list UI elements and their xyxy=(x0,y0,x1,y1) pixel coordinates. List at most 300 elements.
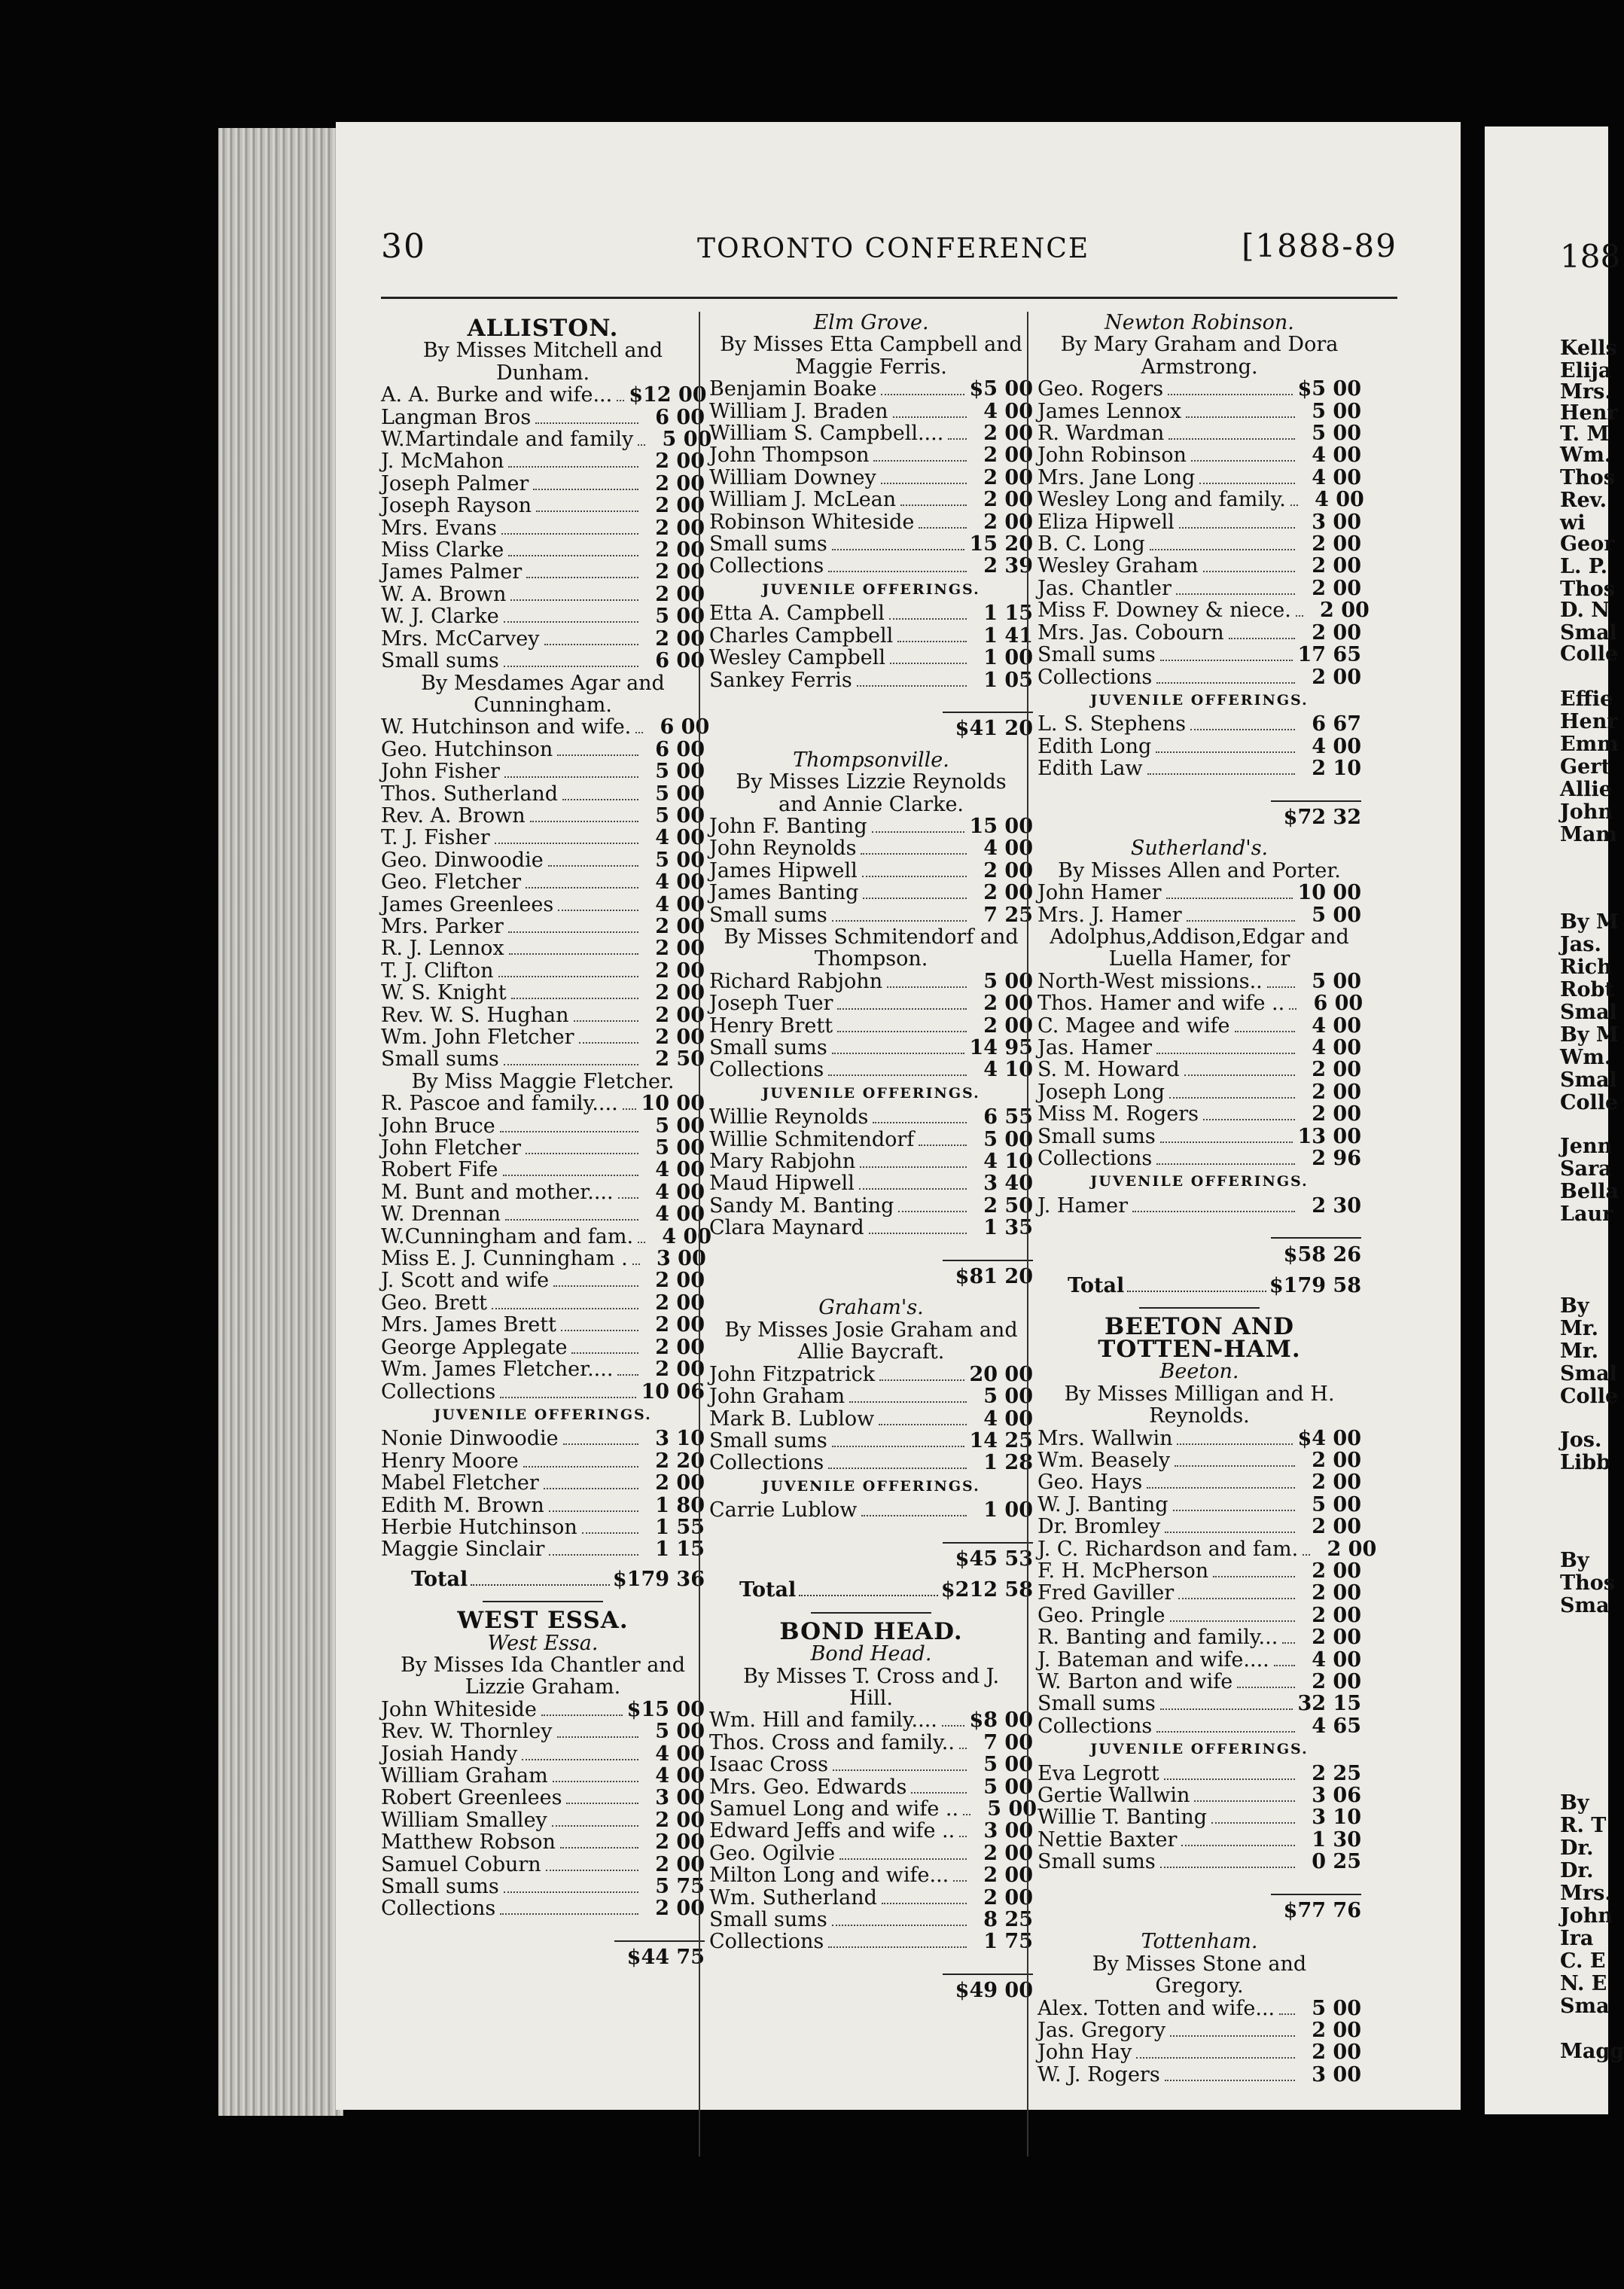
leader-dots xyxy=(1203,1114,1295,1120)
ledger-entry xyxy=(381,1699,705,1721)
entry-name: Isaac Cross xyxy=(709,1753,828,1777)
entry-amount: 3 00 xyxy=(1312,510,1361,534)
column-3 xyxy=(1037,311,1377,2086)
adjacent-text-fragment: Colle xyxy=(1560,642,1619,666)
total-row xyxy=(739,1579,1033,1601)
ledger-entry xyxy=(381,1004,705,1026)
entry-name: William Graham xyxy=(381,1764,548,1788)
ledger-entry xyxy=(381,1115,705,1137)
leader-dots xyxy=(1237,1682,1295,1688)
adjacent-text-fragment: C. E xyxy=(1560,1949,1606,1973)
entry-amount: 3 40 xyxy=(983,1172,1033,1196)
leader-dots xyxy=(1289,1004,1296,1010)
entry-name: Wm. John Fletcher xyxy=(381,1026,574,1049)
entry-name: Robert Greenlees xyxy=(381,1786,562,1810)
entry-name: Geo. Fletcher xyxy=(381,870,522,895)
subtotal xyxy=(709,696,1033,740)
leader-dots xyxy=(1179,523,1295,529)
entry-amount: 2 00 xyxy=(655,959,705,983)
leader-dots xyxy=(882,1898,967,1904)
entry-name: Robinson Whiteside xyxy=(709,510,915,534)
ledger-entry xyxy=(381,960,705,982)
entry-name: Jas. Chantler xyxy=(1037,576,1172,600)
entry-name: John Hay xyxy=(1037,2041,1132,2065)
entry-amount: 1 00 xyxy=(983,1498,1033,1522)
entry-name: Edith Law xyxy=(1037,757,1143,781)
entry-amount: 32 15 xyxy=(1297,1692,1361,1716)
leader-dots xyxy=(873,1117,967,1123)
entry-name: John Fletcher xyxy=(381,1136,522,1160)
leader-dots xyxy=(832,544,965,550)
ledger-entry xyxy=(1037,599,1370,623)
collectors-line: By Misses Etta Campbell and Maggie Ferris. xyxy=(720,333,1022,379)
entry-name: John F. Banting xyxy=(709,814,867,838)
ledger-entry xyxy=(381,628,705,650)
leader-dots xyxy=(860,1162,967,1168)
leader-dots xyxy=(1168,389,1293,395)
column-1 xyxy=(381,312,712,1978)
leader-dots xyxy=(799,1590,938,1596)
entry-amount: 4 00 xyxy=(1312,1647,1361,1672)
adjacent-text-fragment: Mrs. xyxy=(1560,380,1612,404)
entry-amount: 2 00 xyxy=(983,881,1033,905)
entry-name: Collections xyxy=(381,1897,496,1921)
entry-amount: 2 00 xyxy=(1312,2019,1361,2043)
entry-name: John Fisher xyxy=(381,760,500,784)
ledger-entry xyxy=(709,401,1033,422)
entry-amount: 5 00 xyxy=(655,848,705,872)
adjacent-text-fragment: N. E xyxy=(1560,1972,1607,1995)
column-divider xyxy=(699,312,700,2156)
ledger-entry xyxy=(381,1248,705,1269)
subtotal-rule xyxy=(943,712,1033,713)
entry-name: William J. McLean xyxy=(709,488,897,512)
entry-amount: 17 65 xyxy=(1297,643,1361,667)
ledger-entry xyxy=(1037,511,1361,533)
collectors-line: By Mesdames Agar and Cunningham. xyxy=(421,671,665,717)
entry-name: Rev. A. Brown xyxy=(381,803,526,828)
place-name: Newton Robinson. xyxy=(1105,311,1294,334)
entry-amount: 1 75 xyxy=(983,1930,1033,1954)
ledger-entry xyxy=(381,1897,705,1919)
leader-dots xyxy=(887,982,967,988)
leader-dots xyxy=(552,1821,638,1827)
leader-dots xyxy=(828,566,967,572)
ledger-entry xyxy=(709,1172,1033,1194)
entry-name: W. J. Clarke xyxy=(381,605,499,629)
ledger-entry xyxy=(1037,488,1364,512)
entry-amount: 15 20 xyxy=(969,532,1033,556)
subtotal-rule xyxy=(1271,800,1361,802)
entry-name: S. M. Howard xyxy=(1037,1058,1180,1082)
ledger-entry xyxy=(1037,555,1361,577)
juvenile-heading: JUVENILE OFFERINGS. xyxy=(762,581,980,598)
entry-name: William S. Campbell.... xyxy=(709,422,944,446)
ledger-entry xyxy=(1037,1998,1361,2019)
adjacent-text-fragment: By M xyxy=(1560,910,1619,934)
leader-dots xyxy=(504,661,638,667)
ledger-entry xyxy=(381,871,705,893)
ledger-entry xyxy=(381,1721,705,1742)
entry-name: Collections xyxy=(1037,1147,1153,1171)
adjacent-text-fragment: John xyxy=(1560,1904,1613,1928)
entry-amount: 2 00 xyxy=(1320,599,1370,623)
ledger-entry xyxy=(709,625,1033,647)
entry-amount: 2 00 xyxy=(983,1013,1033,1038)
entry-amount: 1 15 xyxy=(983,602,1033,626)
subtotal-rule xyxy=(1271,1237,1361,1239)
entry-name: James Hipwell xyxy=(709,858,858,882)
entry-name: Miss M. Rogers xyxy=(1037,1102,1199,1126)
leader-dots xyxy=(562,794,638,800)
place-name: Elm Grove. xyxy=(813,311,929,334)
leader-dots xyxy=(504,1059,638,1065)
ledger-entry xyxy=(381,1876,705,1897)
leader-dots xyxy=(832,1441,965,1447)
leader-dots xyxy=(1235,1026,1296,1032)
entry-amount: 4 00 xyxy=(1312,465,1361,489)
ledger-entry xyxy=(1037,1785,1361,1806)
leader-dots xyxy=(832,1048,965,1054)
ledger-entry xyxy=(1037,401,1361,422)
ledger-entry xyxy=(709,1364,1033,1385)
adjacent-text-fragment: Libb xyxy=(1560,1451,1610,1474)
adjacent-text-fragment: wi xyxy=(1560,511,1586,535)
collectors-line: By Misses Josie Graham and Allie Baycraft. xyxy=(724,1318,1018,1364)
ledger-entry xyxy=(1037,1829,1361,1851)
ledger-entry xyxy=(709,1195,1033,1217)
subtotal-rule xyxy=(943,1542,1033,1544)
entry-amount: 2 00 xyxy=(1312,576,1361,600)
entry-amount: 2 00 xyxy=(655,494,705,518)
leader-dots xyxy=(879,1375,964,1381)
entry-amount: 2 00 xyxy=(655,1830,705,1855)
juvenile-heading: JUVENILE OFFERINGS. xyxy=(762,1084,980,1102)
subtotal xyxy=(709,1526,1033,1571)
total-label: Total xyxy=(1068,1274,1125,1298)
entry-name: Small sums xyxy=(709,1036,827,1059)
entry-name: Dr. Bromley xyxy=(1037,1515,1161,1539)
leader-dots xyxy=(1127,1286,1266,1292)
entry-amount: $12 00 xyxy=(629,383,707,407)
total-label: Total xyxy=(411,1567,468,1591)
ledger-entry xyxy=(709,1842,1033,1864)
ledger-entry xyxy=(709,1037,1033,1059)
entry-name: James Banting xyxy=(709,881,859,905)
entry-name: Herbie Hutchinson xyxy=(381,1515,577,1539)
entry-amount: 2 00 xyxy=(1312,1080,1361,1104)
entry-name: Edith M. Brown xyxy=(381,1493,544,1517)
leader-dots xyxy=(873,456,967,462)
entry-name: Mrs. J. Hamer xyxy=(1037,903,1182,927)
leader-dots xyxy=(919,523,967,529)
adjacent-text-fragment: Kells xyxy=(1560,337,1617,360)
ledger-entry xyxy=(381,1048,705,1070)
ledger-entry xyxy=(709,1408,1033,1430)
adjacent-text-fragment: Henr xyxy=(1560,710,1618,733)
ledger-entry xyxy=(709,1385,1033,1407)
entry-amount: 2 00 xyxy=(655,1269,705,1293)
leader-dots xyxy=(638,1237,645,1243)
entry-name: R. J. Lennox xyxy=(381,937,504,961)
ledger-entry xyxy=(1037,757,1361,779)
ledger-entry xyxy=(709,1931,1033,1952)
collectors-line: By Misses Allen and Porter. xyxy=(1058,858,1341,882)
ledger-entry xyxy=(709,1887,1033,1909)
entry-amount: 10 06 xyxy=(641,1379,705,1404)
ledger-entry xyxy=(1037,904,1361,926)
leader-dots xyxy=(536,506,638,512)
entry-name: Small sums xyxy=(381,649,499,673)
ledger-entry xyxy=(381,1337,705,1358)
leader-dots xyxy=(1181,1840,1295,1846)
place-name: Sutherland's. xyxy=(1130,837,1269,861)
subtotal-amount: $81 20 xyxy=(955,1265,1033,1289)
leader-dots xyxy=(1274,1660,1295,1666)
ledger-entry xyxy=(381,1495,705,1516)
leader-dots xyxy=(1184,1070,1295,1076)
subtotal-amount: $45 53 xyxy=(955,1547,1033,1571)
ledger-entry xyxy=(381,1428,705,1449)
ledger-entry xyxy=(1037,1605,1361,1626)
leader-dots xyxy=(1165,1527,1295,1533)
ledger-entry xyxy=(709,1059,1033,1080)
ledger-entry xyxy=(709,1106,1033,1128)
collectors-line: By Misses Ida Chantler and Lizzie Graham. xyxy=(401,1653,685,1699)
leader-dots xyxy=(505,1215,638,1221)
ledger-entry xyxy=(381,1831,705,1853)
adjacent-text-fragment: Laur xyxy=(1560,1202,1613,1226)
ledger-entry xyxy=(381,783,705,805)
leader-dots xyxy=(1160,1862,1295,1868)
leader-dots xyxy=(1194,1796,1295,1802)
leader-dots xyxy=(523,1461,638,1468)
leader-dots xyxy=(953,1876,967,1882)
entry-name: Matthew Robson xyxy=(381,1830,556,1855)
entry-name: F. H. McPherson xyxy=(1037,1559,1209,1583)
leader-dots xyxy=(1290,500,1298,506)
entry-amount: 2 00 xyxy=(655,471,705,495)
leader-dots xyxy=(618,1193,638,1199)
leader-dots xyxy=(495,838,638,844)
subtotal xyxy=(1037,1221,1361,1266)
ledger-entry xyxy=(709,1430,1033,1452)
ledger-entry xyxy=(1037,467,1361,489)
entry-amount: 3 00 xyxy=(656,1247,706,1271)
leader-dots xyxy=(638,440,645,446)
leader-dots xyxy=(963,1809,970,1815)
adjacent-text-fragment: Colle xyxy=(1560,1091,1619,1114)
adjacent-text-fragment: Dr. xyxy=(1560,1859,1594,1882)
entry-amount: 5 00 xyxy=(655,605,705,629)
entry-amount: 2 25 xyxy=(1312,1761,1361,1785)
entry-amount: 3 00 xyxy=(1312,2062,1361,2086)
juvenile-heading: JUVENILE OFFERINGS. xyxy=(1090,1173,1309,1190)
entry-name: John Hamer xyxy=(1037,881,1162,905)
adjacent-text-fragment: Jenn xyxy=(1560,1135,1613,1158)
leader-dots xyxy=(553,1281,638,1287)
entry-name: Thos. Cross and family.. xyxy=(709,1730,955,1754)
entry-amount: 1 28 xyxy=(983,1451,1033,1475)
section-rule xyxy=(1139,1307,1260,1309)
entry-amount: $4 00 xyxy=(1297,1426,1361,1450)
page-edges xyxy=(218,128,343,2116)
ledger-entry xyxy=(1037,533,1361,555)
leader-dots xyxy=(1168,434,1295,440)
subtotal xyxy=(1037,785,1361,829)
leader-dots xyxy=(510,595,638,601)
leader-dots xyxy=(1147,769,1295,775)
subtotal xyxy=(1037,1878,1361,1922)
entry-amount: 2 10 xyxy=(1312,757,1361,781)
ledger-entry xyxy=(1037,1693,1361,1714)
adjacent-text-fragment: Smal xyxy=(1560,1001,1617,1024)
leader-dots xyxy=(500,1126,638,1132)
collectors-line: By Misses Schmitendorf and Thompson. xyxy=(724,925,1019,971)
entry-name: John Bruce xyxy=(381,1114,495,1138)
column-divider xyxy=(1027,312,1028,2156)
place-name: West Essa. xyxy=(487,1631,599,1655)
ledger-entry xyxy=(709,1776,1033,1798)
ledger-entry xyxy=(381,561,705,583)
entry-name: James Palmer xyxy=(381,560,523,584)
entry-amount: 13 00 xyxy=(1297,1124,1361,1148)
entry-amount: 2 00 xyxy=(655,1358,705,1382)
ledger-entry xyxy=(1037,1806,1361,1828)
entry-amount: 14 25 xyxy=(969,1428,1033,1452)
entry-amount: 2 00 xyxy=(983,992,1033,1016)
leader-dots xyxy=(1203,566,1296,572)
leader-dots xyxy=(828,1070,967,1076)
entry-amount: $5 00 xyxy=(969,377,1033,401)
leader-dots xyxy=(544,639,639,645)
entry-name: Joseph Tuer xyxy=(709,992,833,1016)
entry-amount: 4 00 xyxy=(655,1180,705,1204)
collectors-line: Adolphus,Addison,Edgar and Luella Hamer, for xyxy=(1050,925,1349,971)
ledger-entry xyxy=(1037,1449,1361,1471)
entry-amount: 4 10 xyxy=(983,1150,1033,1174)
adjacent-text-fragment: Jos. xyxy=(1560,1428,1602,1452)
entry-name: Rev. W. Thornley xyxy=(381,1720,553,1744)
entry-amount: 2 50 xyxy=(983,1193,1033,1218)
ledger-entry xyxy=(381,1269,705,1291)
leader-dots xyxy=(1186,412,1295,418)
entry-name: Alex. Totten and wife... xyxy=(1037,1996,1275,2020)
adjacent-text-fragment: Rev. xyxy=(1560,489,1607,512)
entry-name: Geo. Rogers xyxy=(1037,377,1164,401)
entry-name: Mrs. James Brett xyxy=(381,1313,556,1337)
entry-amount: 1 35 xyxy=(983,1216,1033,1240)
entry-name: Small sums xyxy=(709,1428,827,1452)
leader-dots xyxy=(1191,456,1295,462)
entry-amount: 2 39 xyxy=(983,554,1033,578)
entry-name: Charles Campbell xyxy=(709,623,894,648)
entry-amount: 10 00 xyxy=(1297,881,1361,905)
entry-amount: 2 00 xyxy=(1312,1515,1361,1539)
adjacent-text-fragment: Mam xyxy=(1560,823,1617,846)
entry-amount: 4 10 xyxy=(983,1058,1033,1082)
ledger-entry xyxy=(1037,622,1361,644)
entry-amount: 3 00 xyxy=(983,1819,1034,1843)
entry-name: Samuel Coburn xyxy=(381,1852,541,1876)
leader-dots xyxy=(558,905,638,911)
ledger-entry xyxy=(381,473,705,495)
entry-amount: 5 00 xyxy=(655,803,705,828)
place-name: Graham's. xyxy=(818,1296,924,1320)
entry-name: Langman Bros xyxy=(381,405,532,429)
entry-name: Collections xyxy=(709,1451,824,1475)
leader-dots xyxy=(617,1370,638,1376)
entry-amount: 2 96 xyxy=(1312,1147,1361,1171)
leader-dots xyxy=(530,816,638,822)
ledger-entry xyxy=(1037,2041,1361,2063)
entry-name: Mrs. Jane Long xyxy=(1037,465,1196,489)
entry-name: Small sums xyxy=(381,1047,499,1071)
leader-dots xyxy=(504,1887,638,1893)
column-2 xyxy=(709,311,1037,2011)
entry-amount: 5 00 xyxy=(1312,1996,1361,2020)
ledger-entry xyxy=(381,1093,705,1114)
leader-dots xyxy=(1296,611,1303,617)
leader-dots xyxy=(828,1942,967,1948)
ledger-entry xyxy=(709,1909,1033,1931)
ledger-entry xyxy=(381,760,705,782)
subtotal-rule xyxy=(943,1260,1033,1261)
entry-amount: 4 00 xyxy=(983,837,1033,861)
leader-dots xyxy=(553,1776,638,1782)
leader-dots xyxy=(1169,1093,1295,1099)
leader-dots xyxy=(533,484,638,490)
ledger-entry xyxy=(381,827,705,849)
leader-dots xyxy=(1170,2031,1295,2037)
leader-dots xyxy=(546,1865,638,1871)
leader-dots xyxy=(861,849,967,855)
entry-amount: 2 00 xyxy=(1327,1537,1377,1561)
leader-dots xyxy=(879,1419,967,1425)
entry-name: Sandy M. Banting xyxy=(709,1193,894,1218)
leader-dots xyxy=(837,1004,967,1010)
leader-dots xyxy=(1173,1505,1295,1511)
entry-name: Joseph Long xyxy=(1037,1080,1165,1104)
entry-amount: 2 00 xyxy=(655,516,705,540)
entry-name: Collections xyxy=(1037,1714,1153,1738)
entry-name: J. Hamer xyxy=(1037,1193,1129,1218)
entry-amount: 2 00 xyxy=(1312,2041,1361,2065)
entry-name: Maud Hipwell xyxy=(709,1172,855,1196)
entry-name: Mrs. McCarvey xyxy=(381,626,540,651)
adjacent-text-fragment: Magg xyxy=(1560,2040,1624,2063)
ledger-entry xyxy=(381,1854,705,1876)
ledger-entry xyxy=(709,860,1033,882)
entry-name: W. J. Banting xyxy=(1037,1492,1168,1516)
ledger-entry xyxy=(709,1797,1037,1821)
entry-amount: 2 50 xyxy=(655,1047,705,1071)
leader-dots xyxy=(526,882,638,888)
leader-dots xyxy=(832,1920,967,1926)
entry-amount: 2 00 xyxy=(983,1885,1033,1910)
entry-name: Eliza Hipwell xyxy=(1037,510,1175,534)
entry-amount: 6 00 xyxy=(655,405,705,429)
entry-amount: 5 00 xyxy=(983,1385,1033,1409)
place-name: Beeton. xyxy=(1159,1360,1239,1384)
leader-dots xyxy=(942,1721,965,1727)
ledger-entry xyxy=(1037,578,1361,599)
leader-dots xyxy=(859,1184,967,1190)
ledger-entry xyxy=(381,1026,705,1048)
leader-dots xyxy=(500,1909,638,1915)
adjacent-text-fragment: Sma xyxy=(1560,1594,1610,1617)
adjacent-text-fragment: Mrs. xyxy=(1560,1882,1612,1905)
